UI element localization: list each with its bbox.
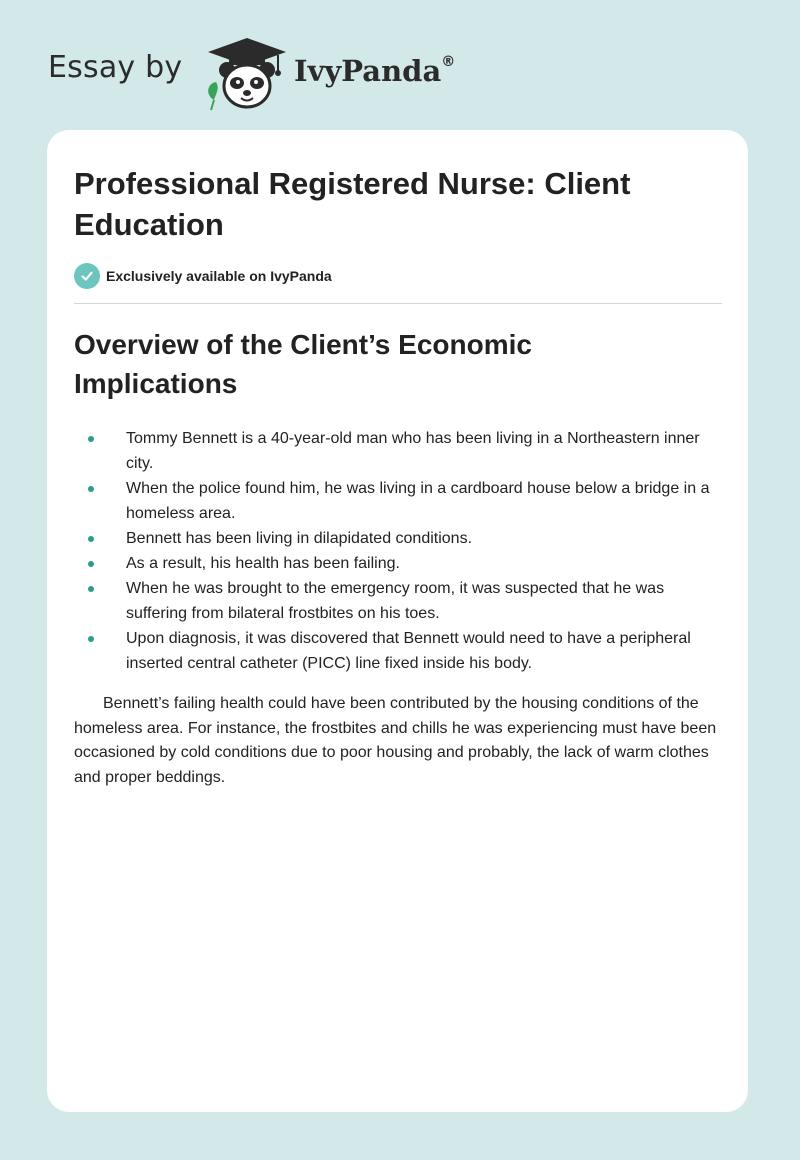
list-item: [74, 526, 724, 551]
list-item-text: When the police found him, he was living in a cardboard house below a bridge in a homeless area.: [126, 480, 710, 522]
bullet-dot-icon: [88, 561, 94, 567]
list-item: [74, 551, 724, 576]
bullet-dot-icon: [88, 636, 94, 642]
list-item: [74, 426, 724, 476]
essay-card: [47, 130, 748, 1112]
list-item-text: Bennett has been living in dilapidated conditions.: [126, 530, 473, 547]
brand-name[interactable]: IvyPanda®: [294, 54, 456, 88]
exclusive-badge: [74, 263, 332, 289]
site-header: [48, 36, 508, 112]
bullet-list: [74, 426, 724, 676]
bullet-dot-icon: [88, 436, 94, 442]
body-paragraph: Bennett’s failing health could have been contributed by the housing conditions of the homeless area. For instance, the frostbites and chills he was experiencing must have been occasioned by cold conditions due to poor housing and probably, the lack of warm clothes and proper beddings.: [74, 695, 717, 786]
bullet-dot-icon: [88, 536, 94, 542]
list-item: [74, 476, 724, 526]
list-item-text: When he was brought to the emergency room, it was suspected that he was suffering from bilateral frostbites on his toes.: [126, 580, 665, 622]
registered-mark: ®: [441, 54, 456, 71]
list-item-text: As a result, his health has been failing.: [126, 555, 400, 572]
list-item-text: Upon diagnosis, it was discovered that Bennett would need to have a peripheral inserted central catheter (PICC) line fixed inside his body.: [126, 630, 691, 672]
check-icon: [74, 263, 100, 289]
bullet-dot-icon: [88, 486, 94, 492]
section-heading: Overview of the Client’s Economic Implications: [74, 329, 532, 399]
list-item: [74, 626, 724, 676]
list-item: [74, 576, 724, 626]
exclusive-badge-text: Exclusively available on IvyPanda: [106, 268, 332, 284]
panda-graduate-icon[interactable]: [202, 36, 292, 112]
page-title: Professional Registered Nurse: Client Education: [74, 166, 631, 242]
divider: [74, 303, 722, 304]
list-item-text: Tommy Bennett is a 40-year-old man who has been living in a Northeastern inner city.: [126, 430, 700, 472]
bullet-dot-icon: [88, 586, 94, 592]
essay-by-label: Essay by: [48, 50, 183, 85]
